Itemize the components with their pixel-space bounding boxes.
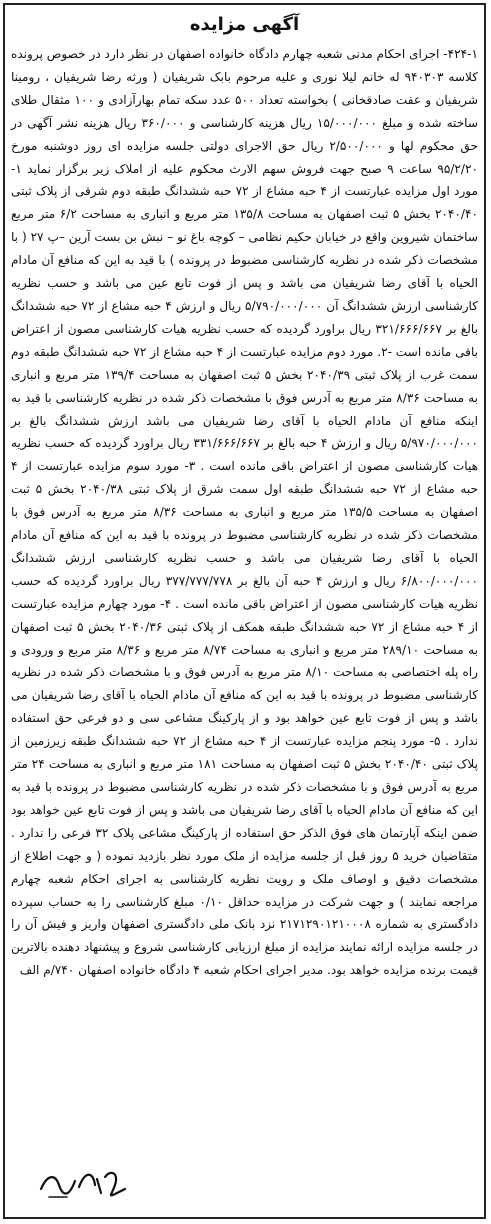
notice-frame: [3, 3, 486, 1219]
notice-title: آگهی مزایده: [189, 14, 300, 35]
notice-body: ۴۲۴-۱- اجرای احکام مدنی شعبه چهارم دادگاه خانواده اصفهان در نظر دارد در خصوص پرونده کلاسه ۹۴۰۳۰۳ له خانم لیلا نوری و علیه مرحوم بابک شریفیان ( ورثه رضا شریفیان ، رومینا شریفیان و عفت صادقخانی ) بخواسته تعداد ۵۰۰ عدد سکه تمام بهارآزادی و ۱۰۰ مثقال طلای ساخته شده و مبلغ ۱۵/۰۰۰/۰۰۰ ریال هزینه کارشناسی و ۳۶۰/۰۰۰ ریال هزینه نشر آگهی در حق محکوم لها و ۲/۵۰۰/۰۰۰ ریال حق الاجرای دولتی جلسه مزایده ای روز دوشنبه مورخ ۹۵/۲/۲۰ ساعت ۹ صبح جهت فروش سهم الارث محکوم علیه از املاک زیر برگزار نماید ۱- مورد اول مزایده عبارتست از ۴ حبه مشاع از ۷۲ حبه ششدانگ طبقه دوم شرقی از پلاک ثبتی ۲۰۴۰/۴۰ بخش ۵ ثبت اصفهان به مساحت ۱۳۵/۸ متر مربع و انباری به مساحت ۶/۲ متر مربع ساختمان شیروین واقع در خیابان حکیم نظامی – کوچه باغ نو – نبش بن بست آرین –پ ۲۷ ( با مشخصات ذکر شده در نظریه کارشناسی مضبوط در پرونده ) با قید به این که منافع آن مادام الحیاه با آقای رضا شریفیان می باشد و پس از فوت تابع عین می باشد و حسب نظریه کارشناسی ارزش ششدانگ آن ۵/۷۹۰/۰۰۰/۰۰۰ ریال و ارزش ۴ حبه مشاع از ۷۲ حبه ششدانگ بالغ بر ۳۲۱/۶۶۶/۶۶۷ ریال براورد گردیده که حسب نظریه هیات کارشناسی مصون از اعتراض باقی مانده است -۲. مورد دوم مزایده عبارتست از ۴ حبه مشاع از ۷۲ حبه ششدانگ طبقه دوم سمت غرب از پلاک ثبتی ۲۰۴۰/۳۹ بخش ۵ ثبت اصفهان به مساحت ۱۳۹/۴ متر مربع و انباری به مساحت ۸/۳۶ متر مربع به آدرس فوق با مشخصات ذکر شده در نظریه کارشناسی با قید به اینکه منافع آن مادام الحیاه با آقای رضا شریفیان می باشد ارزش ششدانگ بالغ بر ۵/۹۷۰/۰۰۰/۰۰۰ ریال و ارزش ۴ حبه بالغ بر ۳۳۱/۶۶۶/۶۶۷ ریال براورد گردیده که حسب نظریه هیات کارشناسی مصون از اعتراض باقی مانده است . ۳- مورد سوم مزایده عبارتست از ۴ حبه مشاع از ۷۲ حبه ششدانگ طبقه اول سمت شرق از پلاک ثبتی ۲۰۴۰/۳۸ بخش ۵ ثبت اصفهان به مساحت ۱۳۵/۵ متر مربع و انباری به مساحت ۸/۳۶ متر مربع به آدرس فوق با مشخصات ذکر شده در نظریه کارشناسی مضبوط در پرونده با قید به این که منافع آن مادام الحیاه با آقای رضا شریفیان می باشد و حسب نظریه کارشناسی ارزش ششدانگ ۶/۸۰۰/۰۰۰/۰۰۰ ریال و ارزش ۴ حبه آن بالغ بر ۳۷۷/۷۷۷/۷۷۸ ریال براورد گردیده که حسب نظریه هیات کارشناسی مصون از اعتراض باقی مانده است . ۴- مورد چهارم مزایده عبارتست از ۴ حبه مشاع از ۷۲ حبه ششدانگ طبقه همکف از پلاک ثبتی ۲۰۴۰/۳۶ بخش ۵ ثبت اصفهان به مساحت ۲۸۹/۱۰ متر مربع و انباری به مساحت ۸/۷۴ متر مربع و ۸/۳۶ متر مربع و ورودی و راه پله اختصاصی به مساحت ۸/۱۰ متر مربع به آدرس فوق و با مشخصات ذکر شده در نظریه کارشناسی مضبوط در پرونده با قید به این که منافع آن مادام الحیاه با آقای رضا شریفیان می باشد و پس از فوت تابع عین خواهد بود و از پارکینگ مشاعی سی و دو فرعی حق استفاده ندارد . ۵- مورد پنجم مزایده عبارتست از ۴ حبه مشاع از ۷۲ حبه ششدانگ طبقه زیرزمین از پلاک ثبتی ۲۰۴۰/۴۰ بخش ۵ ثبت اصفهان به مساحت ۱۸۱ متر مربع و انباری به مساحت ۲۴ متر مربع به آدرس فوق و با مشخصات ذکر شده در نظریه کارشناسی مضبوط در پرونده با قید به این که منافع آن مادام الحیاه با آقای رضا شریفیان می باشد و پس از فوت تابع عین خواهد بود ضمن اینکه آپارتمان های فوق الذکر حق استفاده از پارکینگ مشاعی پلاک ۳۲ فرعی را ندارد . متقاضیان خرید ۵ روز قبل از جلسه مزایده از ملک مورد نظر بازدید نموده ( و جهت اطلاع از مشخصات دقیق و اوصاف ملک و رویت نظریه کارشناسی به اجرای احکام شعبه چهارم مراجعه نمایند ) و جهت شرکت در مزایده حداقل ۰/۱۰ مبلغ کارشناسی را به حساب سپرده دادگستری به شماره ۲۱۷۱۲۹۰۱۲۱۰۰۰۸ نزد بانک ملی دادگستری اصفهان واریز و فیش آن را در جلسه مزایده ارائه نمایند مزایده از مبلغ ارزیابی کارشناسی شروع و پیشنهاد دهنده بالاترین قیمت برنده مزایده خواهد بود. مدیر اجرای احکام شعبه ۴ دادگاه خانواده اصفهان ۷۴۰/م الف: [11, 47, 479, 978]
handwritten-signature: [35, 1159, 131, 1205]
